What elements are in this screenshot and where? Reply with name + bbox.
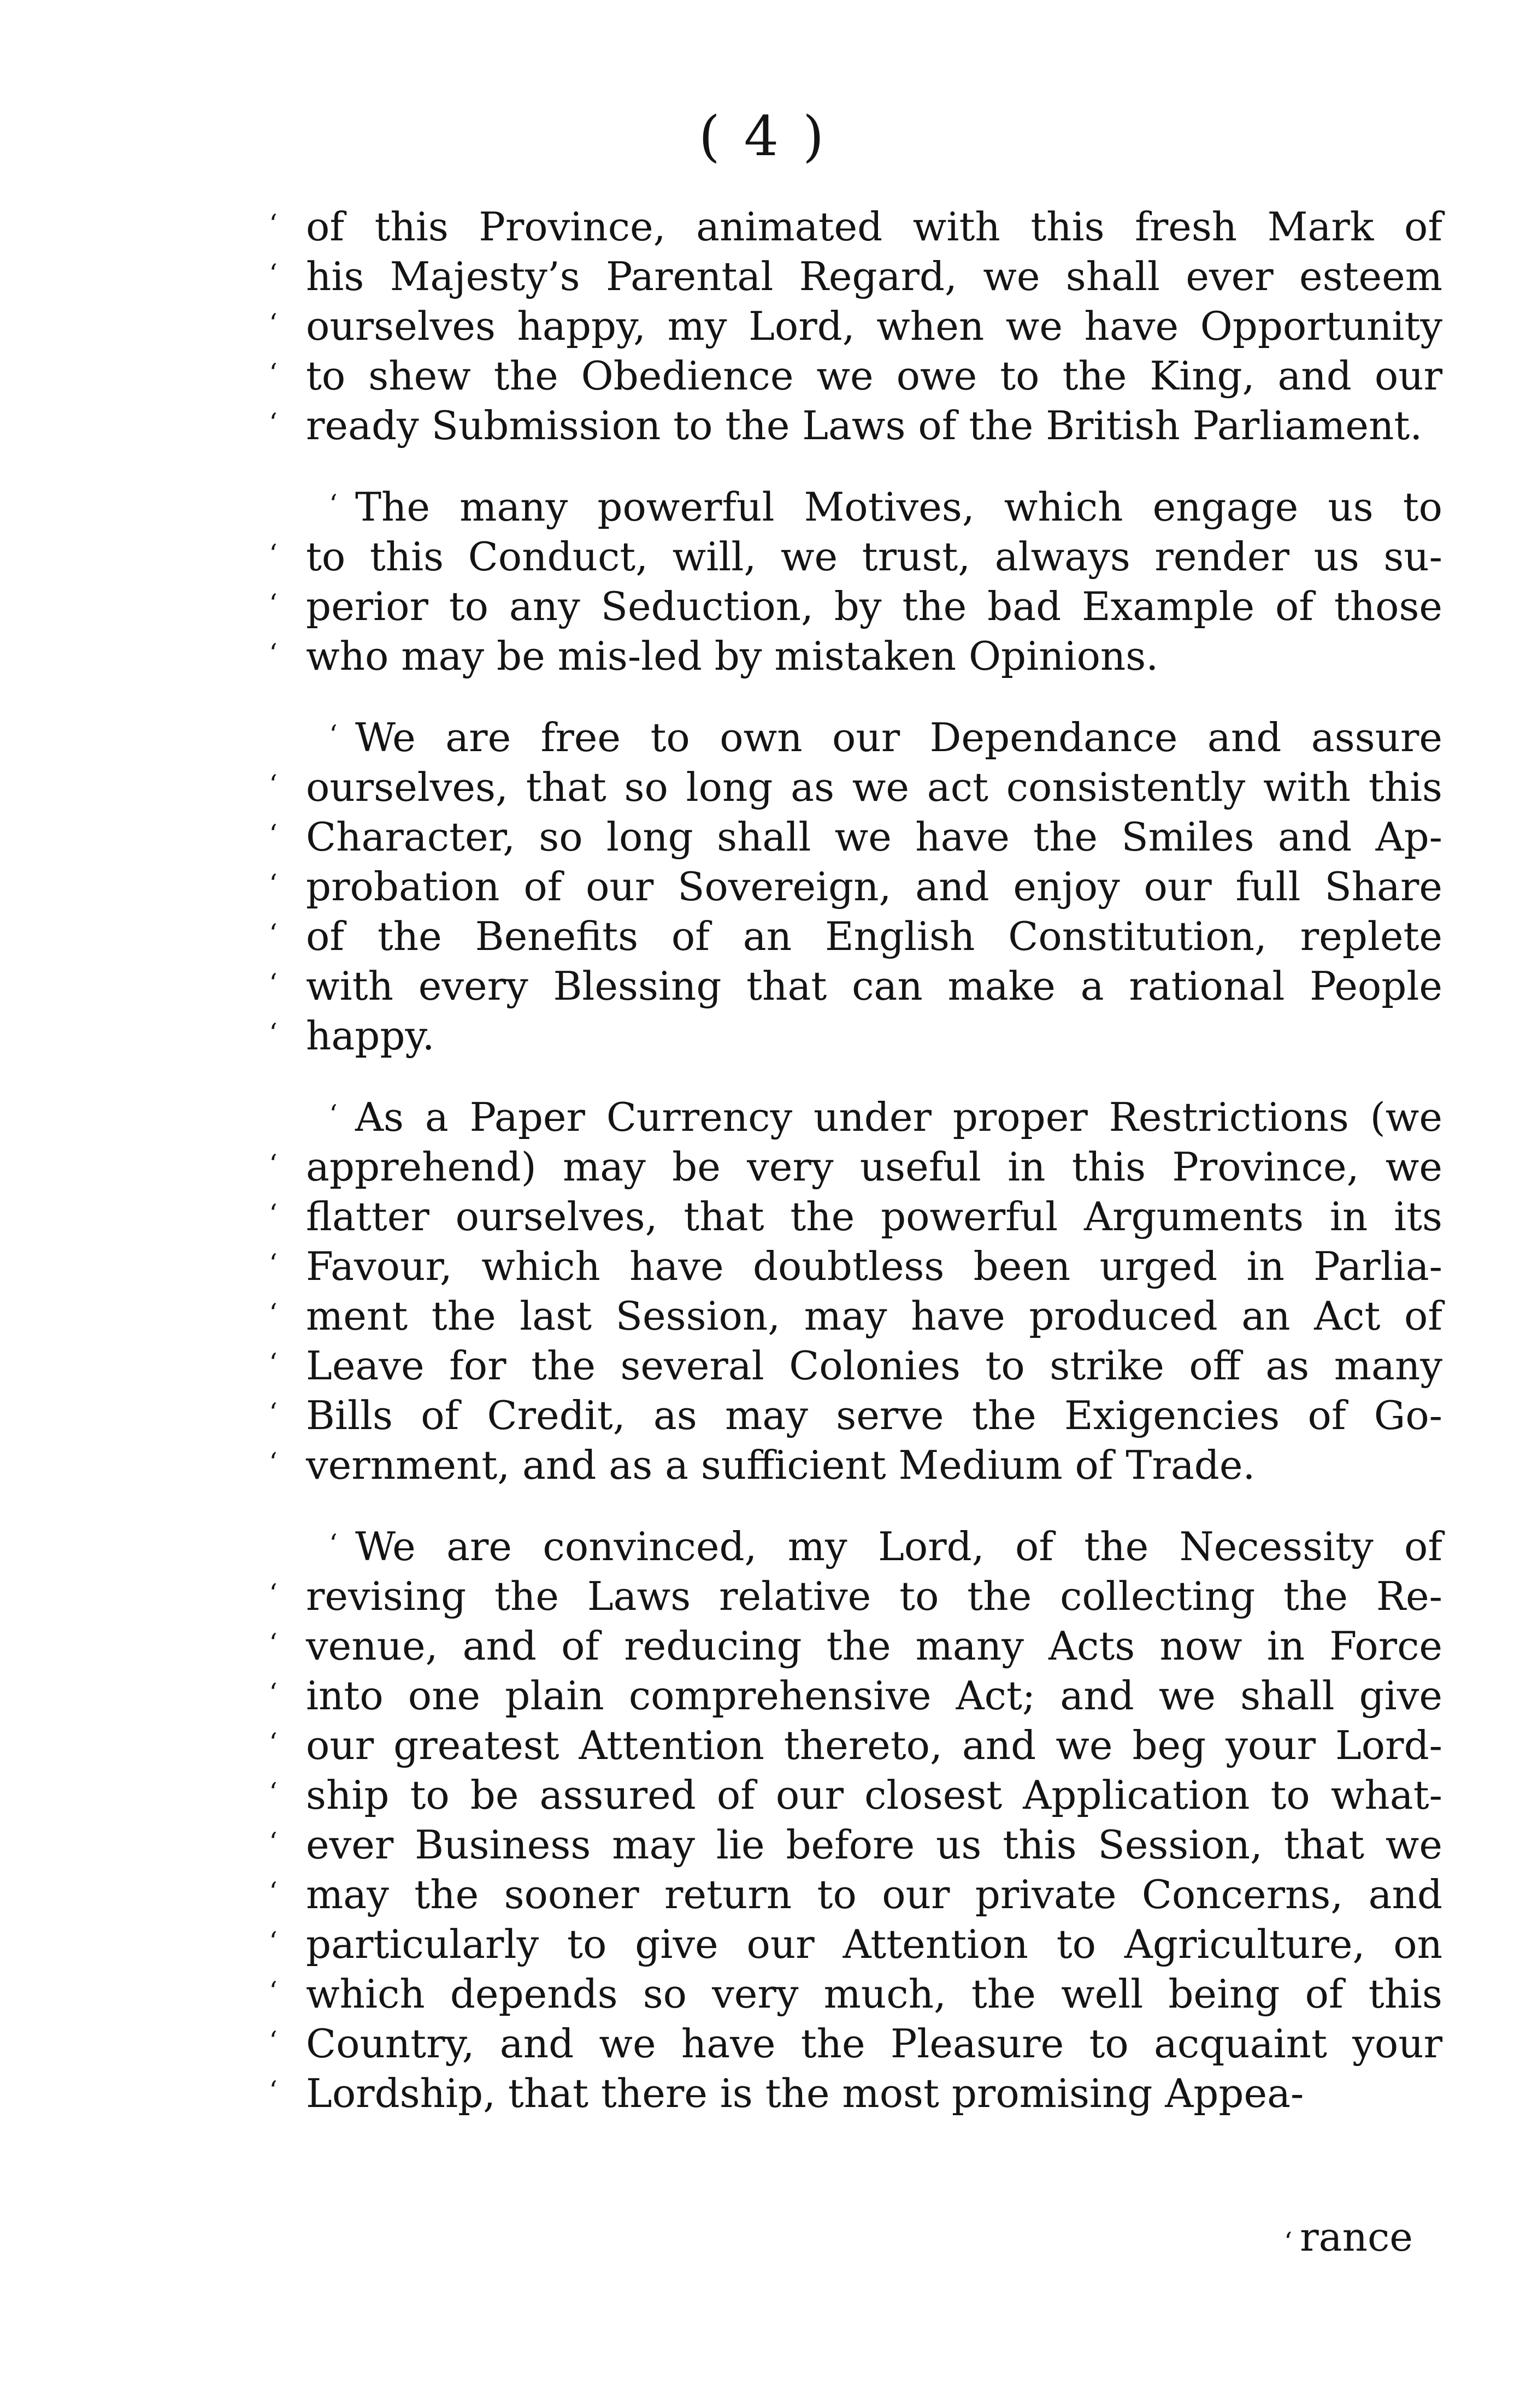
line-text: may the sooner return to our private Concerns, and	[306, 1872, 1442, 1917]
text-line	[269, 1242, 1442, 1291]
text-line	[269, 401, 1442, 451]
quote-mark: ‘	[269, 209, 278, 239]
line-text: We are convinced, my Lord, of the Necessity of	[355, 1524, 1442, 1569]
line-text: with every Blessing that can make a rational People	[306, 963, 1442, 1009]
line-text: particularly to give our Attention to Agriculture, on	[306, 1921, 1442, 1967]
line-text: probation of our Sovereign, and enjoy our full Share	[306, 864, 1442, 910]
quote-mark: ‘	[269, 2075, 278, 2106]
text-line	[269, 1192, 1442, 1242]
quote-mark: ‘	[269, 968, 278, 999]
quote-mark: ‘	[269, 1397, 278, 1428]
text-line	[306, 482, 1442, 532]
line-text: flatter ourselves, that the powerful Arguments in its	[306, 1194, 1442, 1240]
quote-mark: ‘	[269, 408, 278, 438]
text-line	[269, 582, 1442, 631]
quote-mark: ‘	[269, 1628, 278, 1659]
line-text: ever Business may lie before us this Session, that we	[306, 1822, 1442, 1868]
text-line	[269, 1572, 1442, 1621]
line-text: The many powerful Motives, which engage us to	[355, 484, 1442, 530]
text-line	[269, 1870, 1442, 1920]
text-line	[269, 1770, 1442, 1820]
quote-mark: ‘	[329, 1528, 338, 1559]
text-line	[269, 1920, 1442, 1969]
catchword	[1284, 2212, 1413, 2267]
page-number: ( 4 )	[698, 104, 828, 168]
text-line	[269, 961, 1442, 1011]
text-line	[269, 1621, 1442, 1671]
paragraph	[269, 1093, 1442, 1490]
line-text: our greatest Attention thereto, and we beg your Lord-	[306, 1722, 1442, 1768]
quote-mark: ‘	[329, 1099, 338, 1130]
paragraph	[269, 202, 1442, 451]
line-text: into one plain comprehensive Act; and we shall give	[306, 1673, 1442, 1719]
quote-mark: ‘	[269, 638, 278, 669]
text-line	[269, 1142, 1442, 1192]
quote-mark: ‘	[269, 258, 278, 289]
text-line	[269, 351, 1442, 401]
quote-mark: ‘	[269, 819, 278, 849]
text-line	[269, 1820, 1442, 1870]
line-text: perior to any Seduction, by the bad Example of those	[306, 583, 1442, 629]
line-text: Bills of Credit, as may serve the Exigencies of Go-	[306, 1392, 1442, 1438]
quote-mark: ‘	[1284, 2227, 1293, 2257]
line-text: ourselves, that so long as we act consistently with this	[306, 764, 1442, 810]
quote-mark: ‘	[269, 1447, 278, 1478]
line-text: venue, and of reducing the many Acts now in Force	[306, 1623, 1442, 1669]
quote-mark: ‘	[269, 358, 278, 388]
quote-mark: ‘	[269, 1149, 278, 1179]
text-line	[269, 532, 1442, 582]
text-line	[269, 912, 1442, 961]
text-line	[269, 2069, 1442, 2118]
quote-mark: ‘	[269, 1727, 278, 1758]
line-text: ship to be assured of our closest Application to what-	[306, 1772, 1442, 1818]
line-text: Country, and we have the Pleasure to acquaint your	[306, 2021, 1442, 2067]
paragraph	[269, 713, 1442, 1061]
text-line	[306, 713, 1442, 763]
line-text: apprehend) may be very useful in this Province, we	[306, 1144, 1442, 1190]
body-text	[269, 202, 1442, 2150]
text-line	[269, 812, 1442, 862]
paragraph	[269, 1522, 1442, 2118]
text-line	[306, 1093, 1442, 1142]
line-text: ourselves happy, my Lord, when we have Opportunity	[306, 303, 1442, 349]
paragraph	[269, 482, 1442, 681]
line-text: Leave for the several Colonies to strike off as many	[306, 1343, 1442, 1389]
text-line	[269, 1341, 1442, 1391]
quote-mark: ‘	[269, 1926, 278, 1957]
text-line	[306, 1522, 1442, 1572]
line-text: ready Submission to the Laws of the British Parliament.	[306, 403, 1423, 448]
line-text: to shew the Obedience we owe to the King, and our	[306, 353, 1442, 399]
quote-mark: ‘	[269, 1578, 278, 1609]
quote-mark: ‘	[269, 2026, 278, 2056]
line-text: Favour, which have doubtless been urged in Parlia-	[306, 1243, 1442, 1289]
quote-mark: ‘	[269, 1876, 278, 1907]
line-text: to this Conduct, will, we trust, always render us su-	[306, 534, 1442, 580]
quote-mark: ‘	[269, 1298, 278, 1329]
quote-mark: ‘	[329, 489, 338, 520]
quote-mark: ‘	[269, 1248, 278, 1279]
line-text: vernment, and as a sufficient Medium of Trade.	[306, 1442, 1256, 1488]
text-line	[269, 2019, 1442, 2069]
quote-mark: ‘	[269, 1018, 278, 1048]
quote-mark: ‘	[269, 918, 278, 949]
quote-mark: ‘	[269, 769, 278, 800]
quote-mark: ‘	[269, 1348, 278, 1378]
text-line	[269, 1291, 1442, 1341]
text-line	[269, 862, 1442, 912]
text-line	[269, 1441, 1442, 1490]
line-text: ment the last Session, may have produced an Act of	[306, 1293, 1442, 1339]
quote-mark: ‘	[269, 588, 278, 619]
quote-mark: ‘	[269, 1199, 278, 1229]
line-text: revising the Laws relative to the collecting the Re-	[306, 1573, 1442, 1619]
quote-mark: ‘	[329, 719, 338, 750]
line-text: of the Benefits of an English Constitution, replete	[306, 913, 1442, 959]
line-text: his Majesty’s Parental Regard, we shall ever esteem	[306, 253, 1442, 299]
quote-mark: ‘	[269, 1777, 278, 1808]
quote-mark: ‘	[269, 869, 278, 899]
quote-mark: ‘	[269, 1827, 278, 1857]
text-line	[269, 1391, 1442, 1441]
line-text: happy.	[306, 1013, 435, 1059]
line-text: Character, so long shall we have the Smiles and Ap-	[306, 814, 1442, 860]
catchword-text: rance	[1300, 2214, 1413, 2260]
line-text: of this Province, animated with this fresh Mark of	[306, 204, 1442, 250]
quote-mark: ‘	[269, 1976, 278, 2006]
text-line	[269, 1671, 1442, 1721]
text-line	[269, 631, 1442, 681]
text-line	[269, 1969, 1442, 2019]
text-line	[269, 202, 1442, 252]
text-line	[269, 763, 1442, 812]
quote-mark: ‘	[269, 308, 278, 339]
line-text: which depends so very much, the well being of this	[306, 1971, 1442, 2017]
line-text: who may be mis-led by mistaken Opinions.	[306, 633, 1159, 679]
quote-mark: ‘	[269, 539, 278, 569]
text-line	[269, 1011, 1442, 1061]
line-text: We are free to own our Dependance and assure	[355, 715, 1442, 760]
text-line	[269, 302, 1442, 351]
text-line	[269, 1721, 1442, 1770]
line-text: Lordship, that there is the most promising Appea-	[306, 2070, 1304, 2116]
line-text: As a Paper Currency under proper Restrictions (we	[355, 1094, 1442, 1140]
quote-mark: ‘	[269, 1678, 278, 1708]
text-line	[269, 252, 1442, 302]
